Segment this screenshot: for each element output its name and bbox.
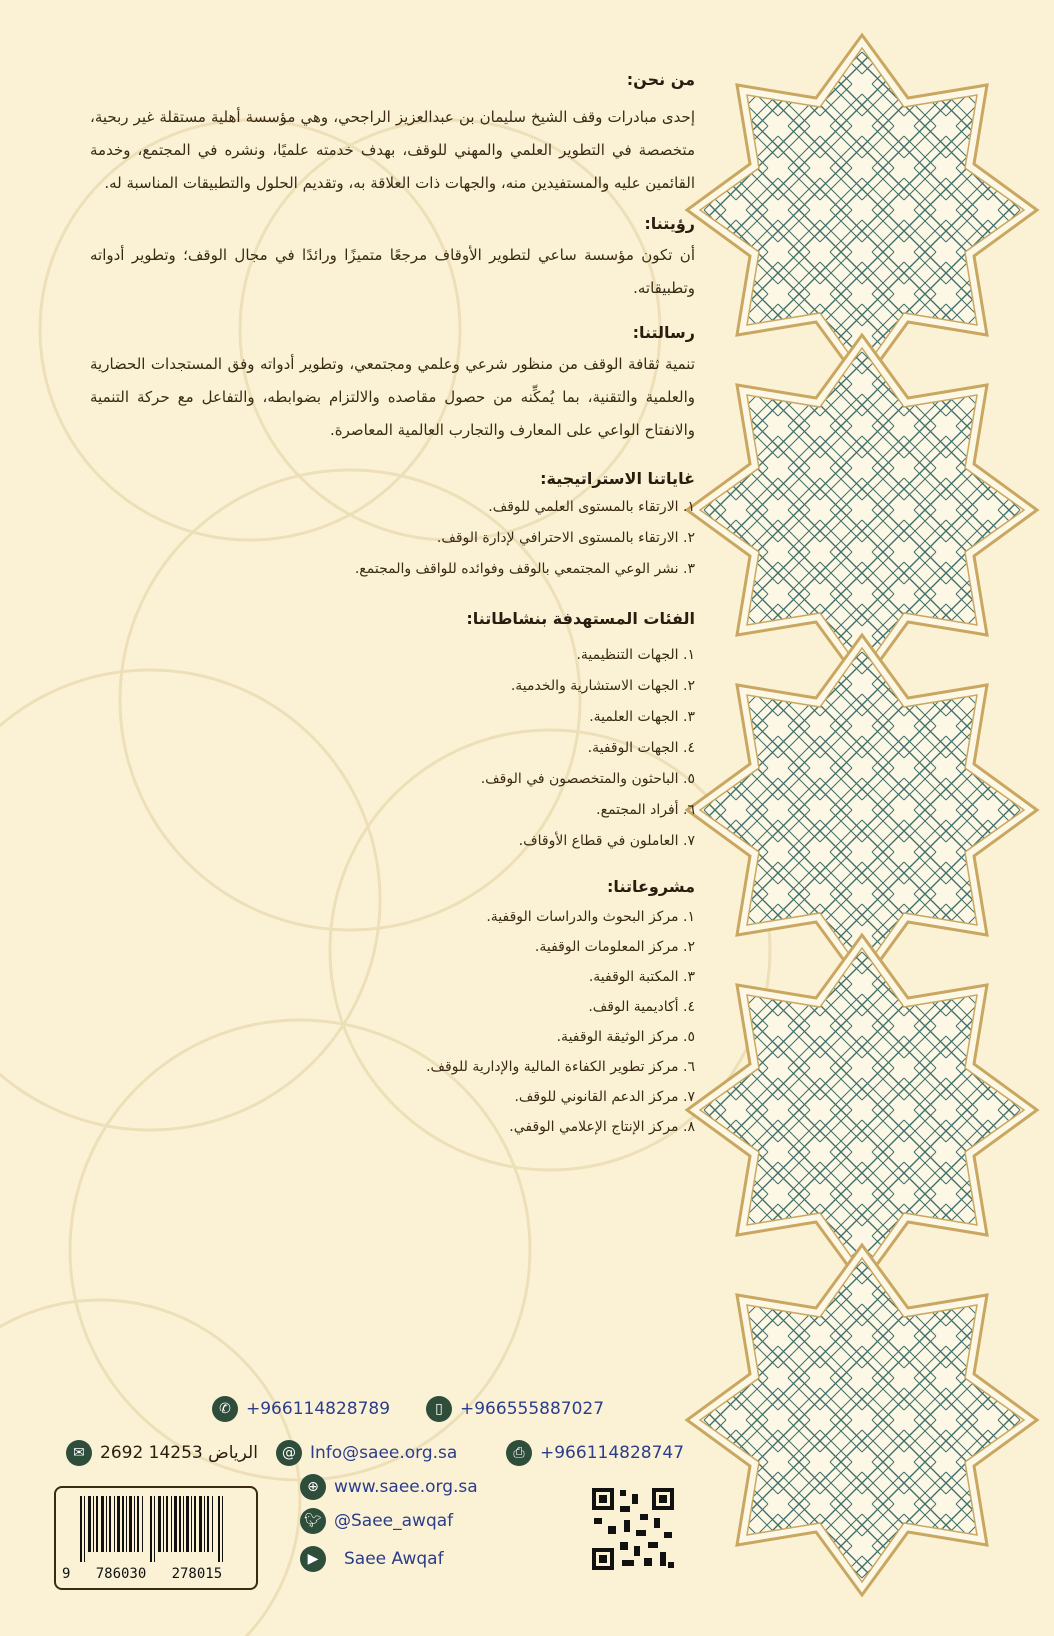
- list-item: ٧. مركز الدعم القانوني للوقف.: [514, 1089, 695, 1105]
- list-item: ٣. المكتبة الوقفية.: [588, 969, 695, 985]
- projects-heading: مشروعاتنا:: [607, 877, 695, 896]
- list-item: ٨. مركز الإنتاج الإعلامي الوقفي.: [509, 1119, 695, 1135]
- barcode-bars: [58, 1492, 254, 1572]
- list-item: ٧. العاملون في قطاع الأوقاف.: [518, 833, 695, 849]
- list-item: ٤. أكاديمية الوقف.: [588, 999, 695, 1015]
- phone-icon: ✆: [212, 1396, 238, 1422]
- list-item: ٤. الجهات الوقفية.: [587, 740, 695, 756]
- twitter-link[interactable]: [300, 1508, 453, 1534]
- vision-heading: رؤيتنا:: [644, 214, 695, 233]
- projects-list: [90, 902, 695, 1142]
- list-item: ٥. مركز الوثيقة الوقفية.: [556, 1029, 695, 1045]
- globe-icon: ⊕: [300, 1474, 326, 1500]
- mobile-icon: ▯: [426, 1396, 452, 1422]
- mission-heading: رسالتنا:: [632, 323, 695, 342]
- youtube-link[interactable]: [300, 1546, 444, 1572]
- mobile-contact[interactable]: [426, 1396, 604, 1422]
- list-item: ١. مركز البحوث والدراسات الوقفية.: [486, 909, 695, 925]
- list-item: ٢. مركز المعلومات الوقفية.: [534, 939, 695, 955]
- goals-list: [90, 492, 695, 585]
- list-item: ٢. الجهات الاستشارية والخدمية.: [510, 678, 695, 694]
- fax-number: +966114828747: [540, 1443, 685, 1463]
- list-item: ٦. مركز تطوير الكفاءة المالية والإدارية للوقف.: [426, 1059, 695, 1075]
- vision-text: أن تكون مؤسسة ساعي لتطوير الأوقاف مرجعًا متميزًا ورائدًا في مجال الوقف؛ وتطوير أدواته وتطبيقاته.: [90, 246, 695, 297]
- list-item: ٣. الجهات العلمية.: [589, 709, 695, 725]
- audiences-list: [90, 640, 695, 857]
- list-item: ٣. نشر الوعي المجتمعي بالوقف وفوائده للواقف والمجتمع.: [354, 561, 695, 577]
- list-item: ٥. الباحثون والمتخصصون في الوقف.: [480, 771, 695, 787]
- star-ornament-5: [687, 1245, 1037, 1595]
- audiences-heading: الفئات المستهدفة بنشاطاتنا:: [466, 609, 695, 628]
- phone-number: +966114828789: [246, 1399, 391, 1419]
- mission-text: تنمية ثقافة الوقف من منظور شرعي وعلمي ومجتمعي، وتطوير أدواته وفق المستجدات الحضارية والعلمية والتقنية، بما يُمكِّنه من حصول مقاصده والالتزام بضوابطه، والتفاعل مع حركة التنمية والانفتاح الواعي على المعارف والتجارب العالمية المعاصرة.: [90, 355, 695, 439]
- email-contact[interactable]: [276, 1440, 457, 1466]
- main-text-column: [90, 70, 695, 1142]
- website-link[interactable]: [300, 1474, 478, 1500]
- youtube-channel: Saee Awqaf: [344, 1549, 444, 1569]
- isbn-barcode: [54, 1486, 258, 1590]
- mailbox-icon: ✉: [66, 1440, 92, 1466]
- email-icon: @: [276, 1440, 302, 1466]
- fax-contact: [506, 1440, 684, 1466]
- isbn-digits: 9 786030 278015: [62, 1566, 223, 1582]
- star-ornament-4: [687, 935, 1037, 1285]
- twitter-handle: @Saee_awqaf: [334, 1511, 454, 1531]
- po-box-contact: [66, 1440, 258, 1466]
- list-item: ١. الارتقاء بالمستوى العلمي للوقف.: [488, 499, 695, 515]
- youtube-icon: ▶: [300, 1546, 326, 1572]
- about-text: إحدى مبادرات وقف الشيخ سليمان بن عبدالعزيز الراجحي، وهي مؤسسة أهلية مستقلة غير ربحية، متخصصة في التطوير العلمي والمهني للوقف، بهدف خدمته علميًا، ونشره في المجتمع، وخدمة القائمين عليه والمستفيدين منه، والجهات ذات العلاقة به، وتقديم الحلول والتطبيقات المناسبة له.: [90, 108, 695, 192]
- about-heading: من نحن:: [626, 70, 695, 89]
- phone-contact[interactable]: [212, 1396, 390, 1422]
- po-box: 2692 الرياض 14253: [100, 1443, 258, 1463]
- list-item: ٦. أفراد المجتمع.: [596, 802, 695, 818]
- email-address: Info@saee.org.sa: [310, 1443, 458, 1463]
- list-item: ١. الجهات التنظيمية.: [576, 647, 695, 663]
- goals-heading: غاياتنا الاستراتيجية:: [540, 469, 695, 488]
- qr-code[interactable]: [590, 1486, 676, 1572]
- website-url: www.saee.org.sa: [334, 1477, 478, 1497]
- twitter-icon: 🐦︎: [300, 1508, 326, 1534]
- mobile-number: +966555887027: [460, 1399, 605, 1419]
- list-item: ٢. الارتقاء بالمستوى الاحترافي لإدارة الوقف.: [436, 530, 695, 546]
- fax-icon: ⎙: [506, 1440, 532, 1466]
